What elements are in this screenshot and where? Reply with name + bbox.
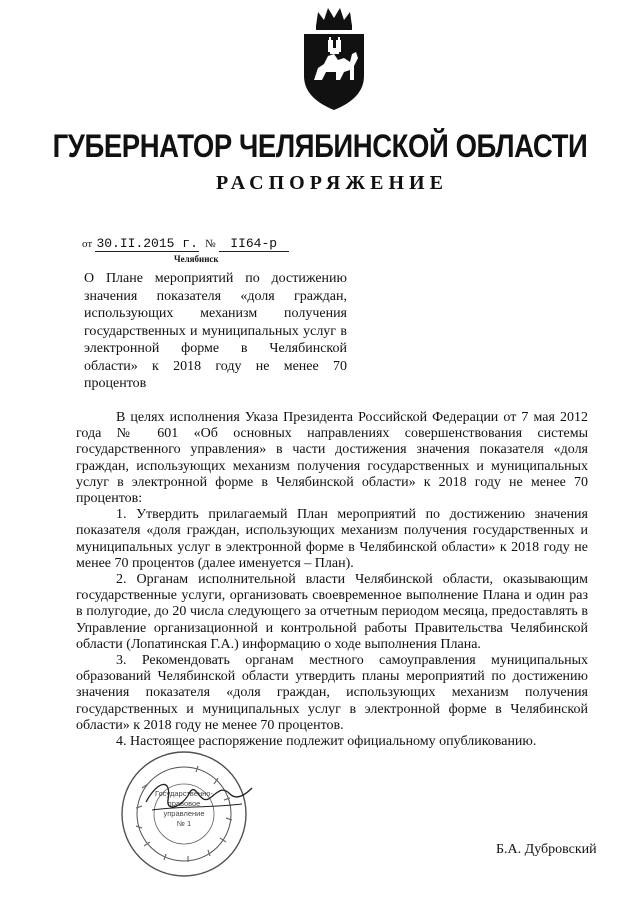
number-label: № [205, 238, 216, 250]
subject-text: О Плане мероприятий по достижению значения показателя «доля граждан, использующих механизм получения государственных и муниципальных услуг в электронной форме в Челябинской области» к 2018 году не менее 70 процентов [84, 271, 347, 391]
body-item-2: 2. Органам исполнительной власти Челябинской области, оказывающим государственные услуги, организовать своевременное выполнение Плана и один раз в полугодие, до 20 числа следующего за отчетным периодом месяца, предоставлять в Управление организационной и контрольной работы Правительства Челябинской области (Лопатинская Г.А.) информацию о ходе выполнения Плана. [76, 572, 588, 652]
seal-line-4: № 1 [176, 819, 192, 828]
document-number: II64-р [219, 236, 289, 252]
handwritten-signature [138, 772, 258, 822]
body-item-4: 4. Настоящее распоряжение подлежит официальному опубликованию. [116, 734, 537, 750]
seal-line-2: правовое [167, 799, 201, 808]
document-city: Челябинск [174, 254, 219, 264]
signer-name: Б.А. Дубровский [496, 842, 597, 857]
document-subject [84, 270, 347, 393]
seal-line-3: управление [163, 809, 205, 818]
coat-of-arms-emblem [294, 6, 374, 112]
seal-line-1: Государственно- [155, 789, 213, 798]
document-body [76, 410, 588, 750]
document-issuer-title: ГУБЕРНАТОР ЧЕЛЯБИНСКОЙ ОБЛАСТИ [52, 128, 588, 164]
document-date: 30.II.2015 г. [96, 236, 198, 251]
document-type-title: РАСПОРЯЖЕНИЕ [216, 172, 448, 194]
document-meta [82, 236, 289, 252]
body-preamble: В целях исполнения Указа Президента Российской Федерации от 7 мая 2012 года № 601 «Об основных направлениях совершенствования системы государственного управления» в части достижения значения показателя «доля граждан, использующих механизм получения государственных и муниципальных услуг в электронной форме в Челябинской области» к 2018 году не менее 70 процентов: [76, 410, 588, 507]
date-label: от [82, 238, 93, 250]
body-item-3: 3. Рекомендовать органам местного самоуправления муниципальных образований Челябинской области утвердить планы мероприятий по достижению значения показателя «доля граждан, использующих механизм получения государственных и муниципальных услуг в электронной форме в Челябинской области» к 2018 году не менее 70 процентов. [76, 653, 588, 733]
body-item-1: 1. Утвердить прилагаемый План мероприятий по достижению значения показателя «доля граждан, использующих механизм получения государственных и муниципальных услуг в электронной форме в Челябинской области» к 2018 году не менее 70 процентов (далее именуется – План). [76, 507, 588, 571]
